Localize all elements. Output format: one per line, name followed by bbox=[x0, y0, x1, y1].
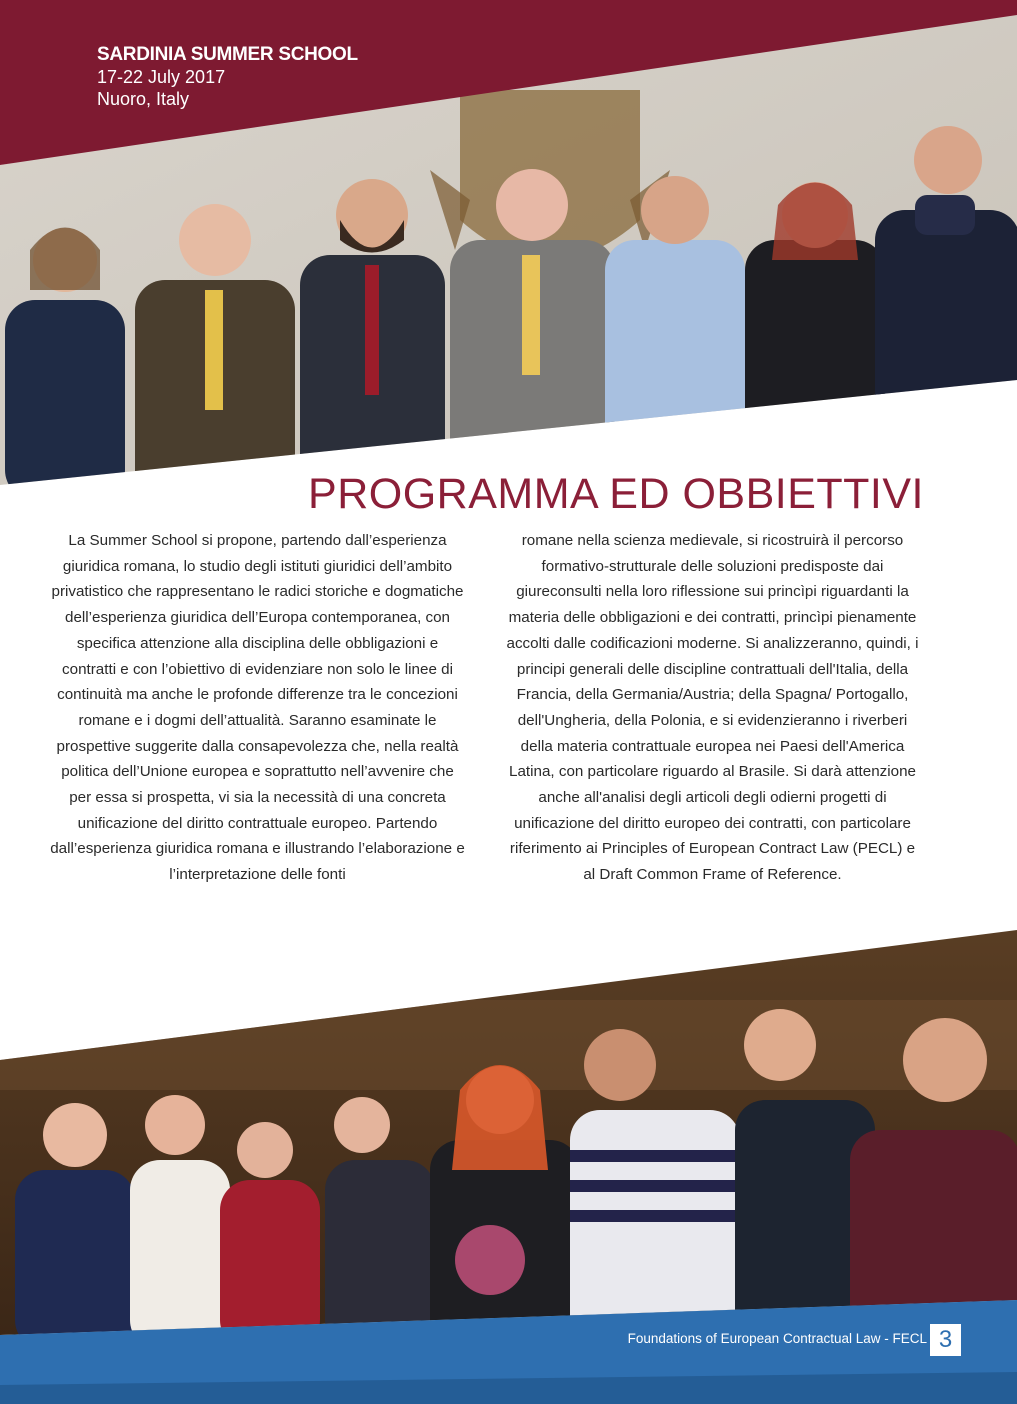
footer-publication-title: Foundations of European Contractual Law - FECL bbox=[627, 1331, 927, 1346]
event-header bbox=[97, 44, 358, 110]
event-title: SARDINIA SUMMER SCHOOL bbox=[97, 44, 358, 65]
section-heading: PROGRAMMA ED OBBIETTIVI bbox=[308, 470, 924, 518]
group-photo-students bbox=[0, 920, 1017, 1350]
event-location: Nuoro, Italy bbox=[97, 89, 190, 109]
body-text-left-column: La Summer School si propone, partendo dall’esperienza giuridica romana, lo studio degli istituti giuridici dell’ambito privatistico che rappresentano le radici storiche e dogmatiche dell’esperienza giuridica dell’Europa contemporanea, con specifica attenzione alla disciplina delle obbligazioni e contratti e con l’obiettivo di evidenziare non solo le linee di continuità ma anche le profonde differenze tra le concezioni romane e i dogmi dell’attualità. Saranno esaminate le prospettive suggerite dalla consapevolezza che, nella realtà politica dell’Unione europea e soprattutto nell’avvenire che per essa si prospetta, vi sia la necessità di una concreta unificazione del diritto contrattuale europeo. Partendo dall’esperienza giuridica romana e illustrando l’elaborazione e l’interpretazione delle fonti bbox=[50, 532, 465, 884]
body-text-right-column: romane nella scienza medievale, si ricostruirà il percorso formativo-strutturale delle soluzioni predisposte dai giureconsulti nella loro riflessione sui princìpi riguardanti la materia delle obbligazioni e dei contratti, princìpi pienamente accolti dalle codificazioni moderne. Si analizzeranno, quindi, i principi generali delle discipline contrattuali dell'Italia, della Francia, della Germania/Austria; della Spagna/ Portogallo, dell'Ungheria, della Polonia, e si evidenzieranno i riverberi della materia contrattuale europea nei Paesi dell'America Latina, con particolare riguardo al Brasile. Si darà attenzione anche all'analisi degli articoli degli odierni progetti di unificazione del diritto europeo dei contratti, con particolare riferimento ai Principles of European Contract Law (PECL) e al Draft Common Frame of Reference. bbox=[506, 532, 919, 884]
page-number: 3 bbox=[930, 1324, 961, 1356]
event-dates: 17-22 July 2017 bbox=[97, 67, 226, 87]
